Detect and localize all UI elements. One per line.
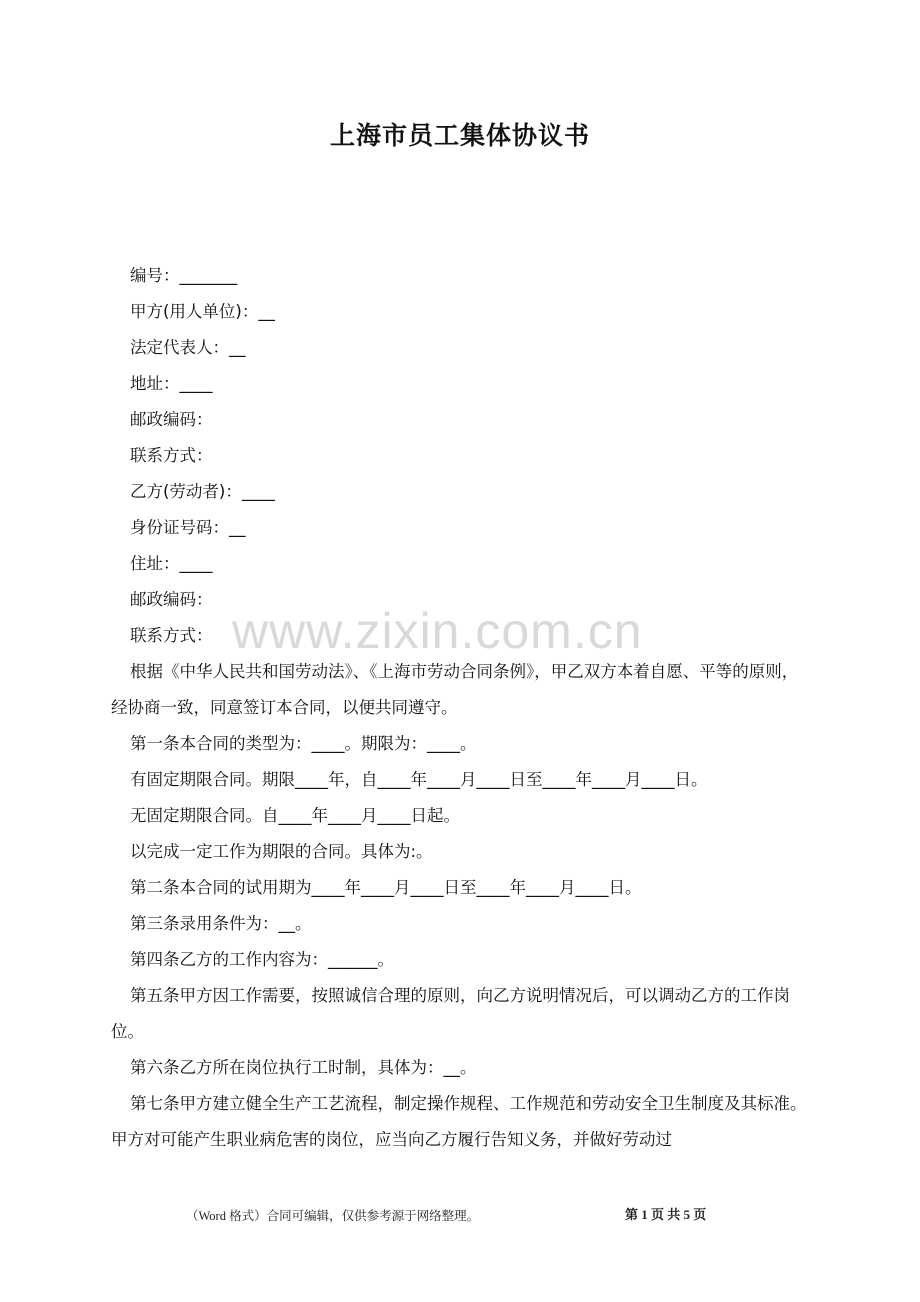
paragraph-task-term: 以完成一定工作为期限的合同。具体为:。 — [130, 842, 433, 861]
paragraph-open-term: 无固定期限合同。自____年____月____日起。 — [130, 806, 460, 825]
footer-note: （Word 格式）合同可编辑，仅供参考源于网络整理。 — [186, 1209, 480, 1223]
field-residence: 住址：____ — [130, 554, 213, 573]
field-postal-code-a: 邮政编码： — [130, 410, 213, 429]
field-contact-a: 联系方式： — [130, 446, 213, 465]
field-legal-representative: 法定代表人：__ — [130, 338, 246, 357]
paragraph-article-5: 第五条甲方因工作需要，按照诚信合理的原则，向乙方说明情况后，可以调动乙方的工作岗位。 — [111, 986, 790, 1041]
field-party-b: 乙方(劳动者)：____ — [130, 482, 275, 501]
paragraph-article-6: 第六条乙方所在岗位执行工时制，具体为：__。 — [130, 1058, 477, 1077]
document-body — [111, 258, 811, 1158]
paragraph-fixed-term: 有固定期限合同。期限____年，自____年____月____日至____年____月____日。 — [130, 770, 708, 789]
watermark: www.zixin.com.cn — [232, 603, 643, 659]
field-address: 地址：____ — [130, 374, 213, 393]
paragraph-article-4: 第四条乙方的工作内容为：______。 — [130, 950, 394, 969]
field-contract-number: 编号：_______ — [130, 266, 238, 285]
paragraph-preamble: 根据《中华人民共和国劳动法》、《上海市劳动合同条例》，甲乙双方本着自愿、平等的原则，经协商一致，同意签订本合同，以便共同遵守。 — [111, 662, 799, 717]
field-id-number: 身份证号码：__ — [130, 518, 246, 537]
paragraph-article-2: 第二条本合同的试用期为____年____月____日至____年____月____日。 — [130, 878, 642, 897]
field-party-a: 甲方(用人单位)：__ — [130, 302, 275, 321]
field-contact-b: 联系方式： — [130, 626, 213, 645]
field-postal-code-b: 邮政编码： — [130, 590, 213, 609]
paragraph-article-3: 第三条录用条件为：__。 — [130, 914, 312, 933]
page-number: 第 1 页 共 5 页 — [625, 1207, 707, 1222]
paragraph-article-1: 第一条本合同的类型为：____。期限为：____。 — [130, 734, 477, 753]
document-title: 上海市员工集体协议书 — [329, 121, 590, 150]
paragraph-article-7: 第七条甲方建立健全生产工艺流程，制定操作规程、工作规范和劳动安全卫生制度及其标准。甲方对可能产生职业病危害的岗位，应当向乙方履行告知义务，并做好劳动过 — [111, 1094, 807, 1149]
